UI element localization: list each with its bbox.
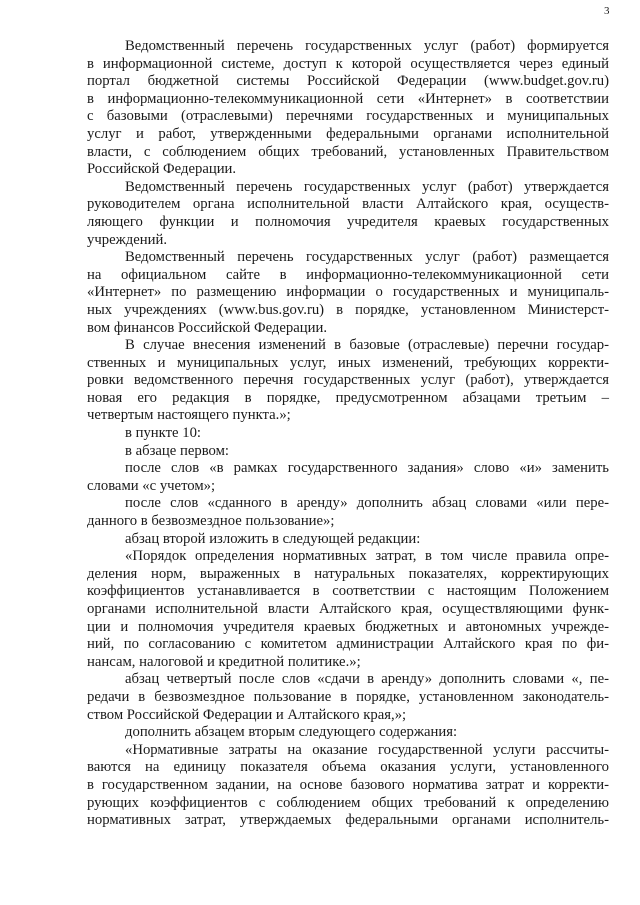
text-line: Российской Федерации.	[87, 161, 237, 178]
text-line: учреждений.	[87, 231, 167, 248]
text-line: Ведомственный перечень государственных услуг (работ) утверждается	[125, 178, 609, 195]
page-number: 3	[604, 5, 610, 17]
text-line: ваются на единицу показателя объема оказания услуги, установленного	[87, 759, 609, 776]
text-line: власти, с соблюдением общих требований, установленных Правительством	[87, 143, 609, 160]
text-line: данного в безвозмездное пользование»;	[87, 513, 335, 530]
text-line: дополнить абзацем вторым следующего содержания:	[125, 724, 458, 741]
text-line: после слов «сданного в аренду» дополнить абзац словами «или пере-	[125, 495, 609, 512]
text-line: новая его редакция в порядке, предусмотренном абзацами третьим –	[87, 389, 609, 406]
text-line: нормативных затрат, утверждаемых федеральными органами исполнитель-	[87, 812, 609, 829]
text-line: четвертым настоящего пункта.»;	[87, 407, 291, 424]
text-line: ний, по согласованию с комитетом администрации Алтайского края по фи-	[87, 636, 609, 653]
text-line: коэффициентов устанавливается в соответствии с настоящим Положением	[87, 583, 609, 600]
text-line: «Порядок определения нормативных затрат, в том числе правила опре-	[125, 548, 609, 565]
text-line: ных учреждениях (www.bus.gov.ru) в порядке, установленном Министерст-	[87, 301, 609, 318]
text-line: в государственном задании, на основе базового норматива затрат и корректи-	[87, 776, 609, 793]
text-line: рующих коэффициентов с соблюдением общих требований к определению	[87, 794, 609, 811]
text-line: ляющего функции и полномочия учредителя краевых государственных	[87, 213, 609, 230]
text-line: после слов «в рамках государственного задания» слово «и» заменить	[125, 460, 609, 477]
text-line: услуг и работ, утвержденными федеральными органами исполнительной	[87, 125, 609, 142]
text-line: ции и полномочия учредителя краевых бюджетных и автономных учрежде-	[87, 618, 609, 635]
text-line: ровки ведомственного перечня государственных услуг (работ), утверждается	[87, 372, 609, 389]
text-line: с базовыми (отраслевыми) перечнями государственных и муниципальных	[87, 108, 609, 125]
text-line: нансам, налоговой и кредитной политике.»;	[87, 653, 361, 670]
text-line: ством Российской Федерации и Алтайского края,»;	[87, 706, 407, 723]
text-line: на официальном сайте в информационно-телекоммуникационной сети	[87, 266, 609, 283]
text-line: абзац второй изложить в следующей редакции:	[125, 530, 421, 547]
text-line: словами «с учетом»;	[87, 477, 216, 494]
text-line: в абзаце первом:	[125, 442, 229, 459]
text-line: Ведомственный перечень государственных услуг (работ) формируется	[125, 38, 609, 54]
text-line: абзац четвертый после слов «сдачи в аренду» дополнить словами «, пе-	[125, 671, 609, 688]
text-line: «Интернет» по размещению информации о государственных и муниципаль-	[87, 284, 609, 301]
document-body	[87, 38, 609, 830]
text-line: В случае внесения изменений в базовые (отраслевые) перечни государ-	[125, 337, 609, 354]
text-line: вом финансов Российской Федерации.	[87, 319, 328, 336]
text-line: Ведомственный перечень государственных услуг (работ) размещается	[125, 249, 609, 266]
text-line: в информационной системе, доступ к которой осуществляется через единый	[87, 55, 609, 72]
text-line: портал бюджетной системы Российской Федерации (www.budget.gov.ru)	[87, 73, 609, 90]
text-line: деления норм, выраженных в натуральных показателях, корректирующих	[87, 565, 609, 582]
text-line: в пункте 10:	[125, 425, 201, 442]
text-line: в информационно-телекоммуникационной сети «Интернет» в соответствии	[87, 90, 609, 107]
text-line: ственных и муниципальных услуг, иных изменений, требующих корректи-	[87, 354, 609, 371]
text-line: руководителем органа исполнительной власти Алтайского края, осуществ-	[87, 196, 609, 213]
text-line: редачи в безвозмездное пользование в порядке, установленном законодатель-	[87, 688, 609, 705]
text-line: органами исполнительной власти Алтайского края, осуществляющими функ-	[87, 601, 609, 617]
text-line: «Нормативные затраты на оказание государственной услуги рассчиты-	[125, 741, 609, 758]
